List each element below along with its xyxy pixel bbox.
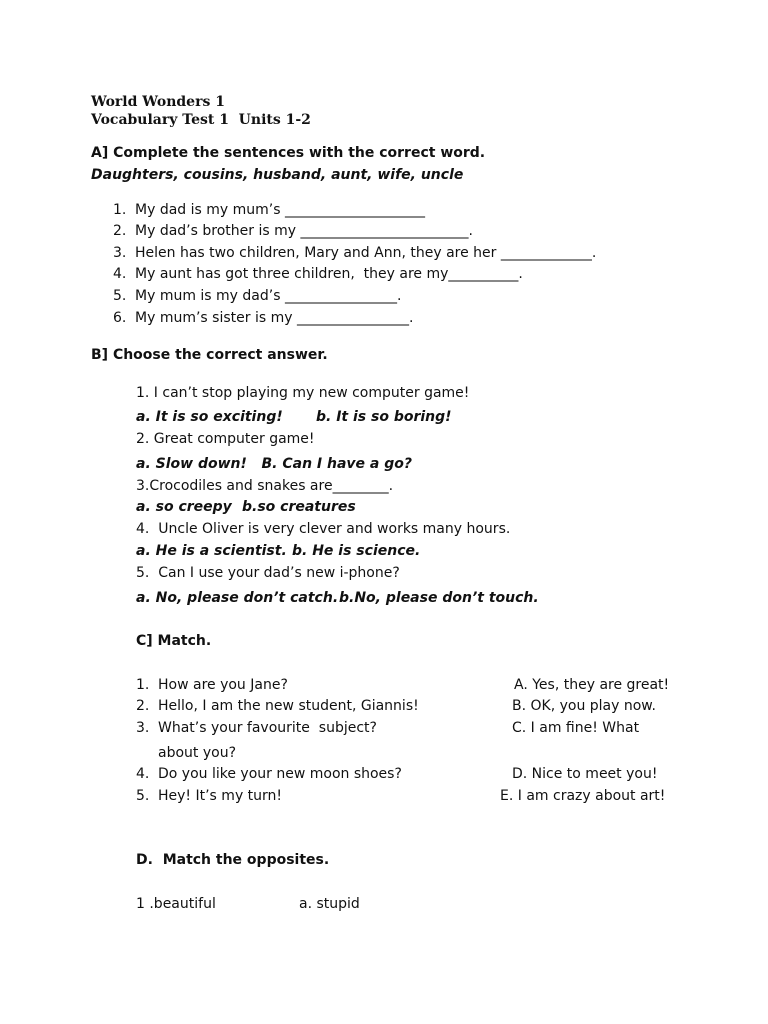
- a-item-number: 1.: [113, 202, 127, 218]
- a-item-text: My dad’s brother is my ________________________.: [135, 223, 473, 239]
- b-option: b.so creatures: [242, 499, 356, 515]
- b-question: 5. Can I use your dad’s new i-phone?: [136, 565, 400, 581]
- a-item-number: 2.: [113, 223, 127, 239]
- b-question: 3.Crocodiles and snakes are________.: [136, 478, 394, 494]
- b-question: 2. Great computer game!: [136, 431, 315, 447]
- a-item-text: My mum is my dad’s ________________.: [135, 288, 402, 304]
- c-right-text: C. I am fine! What: [512, 720, 640, 736]
- c-item-number: 1.: [136, 677, 150, 693]
- c-right-text: D. Nice to meet you!: [512, 766, 658, 782]
- c-right-text: A. Yes, they are great!: [514, 677, 670, 693]
- c-item-number: 5.: [136, 788, 150, 804]
- c-item-number: 3.: [136, 720, 150, 736]
- section-a-wordbank: Daughters, cousins, husband, aunt, wife, uncle: [91, 167, 464, 183]
- a-item-number: 5.: [113, 288, 127, 304]
- d-left-text: 1 .beautiful: [136, 896, 216, 912]
- a-item-text: Helen has two children, Mary and Ann, they are her _____________.: [135, 245, 597, 261]
- a-item-number: 3.: [113, 245, 127, 261]
- b-option: b.No, please don’t touch.: [339, 590, 539, 606]
- c-item-number: 2.: [136, 698, 150, 714]
- a-item-number: 6.: [113, 310, 127, 326]
- d-right-text: a. stupid: [299, 896, 360, 912]
- b-option: a. so creepy: [136, 499, 232, 515]
- a-item-text: My mum’s sister is my ________________.: [135, 310, 414, 326]
- c-right-text: B. OK, you play now.: [512, 698, 656, 714]
- book-title: World Wonders 1: [91, 94, 225, 110]
- b-option: b. It is so boring!: [316, 409, 452, 425]
- c-item-number: 4.: [136, 766, 150, 782]
- test-title: Vocabulary Test 1 Units 1-2: [91, 112, 311, 128]
- a-item-number: 4.: [113, 266, 127, 282]
- a-item-text: My aunt has got three children, they are my__________.: [135, 266, 523, 282]
- b-option: a. Slow down! B. Can I have a go?: [136, 456, 412, 472]
- c-left-text: about you?: [158, 745, 236, 761]
- section-b-heading: B] Choose the correct answer.: [91, 347, 328, 363]
- b-option: a. No, please don’t catch.: [136, 590, 339, 606]
- b-question: 1. I can’t stop playing my new computer game!: [136, 385, 470, 401]
- b-question: 4. Uncle Oliver is very clever and works many hours.: [136, 521, 511, 537]
- b-option: b. He is science.: [292, 543, 421, 559]
- section-c-heading: C] Match.: [136, 633, 212, 649]
- c-left-text: Hey! It’s my turn!: [158, 788, 283, 804]
- c-left-text: How are you Jane?: [158, 677, 288, 693]
- b-option: a. It is so exciting!: [136, 409, 283, 425]
- c-right-text: E. I am crazy about art!: [500, 788, 666, 804]
- c-left-text: Do you like your new moon shoes?: [158, 766, 402, 782]
- section-d-heading: D. Match the opposites.: [136, 852, 330, 868]
- b-option: a. He is a scientist.: [136, 543, 287, 559]
- c-left-text: Hello, I am the new student, Giannis!: [158, 698, 419, 714]
- c-left-text: What’s your favourite subject?: [158, 720, 377, 736]
- a-item-text: My dad is my mum’s ____________________: [135, 202, 425, 218]
- section-a-heading: A] Complete the sentences with the correct word.: [91, 145, 486, 161]
